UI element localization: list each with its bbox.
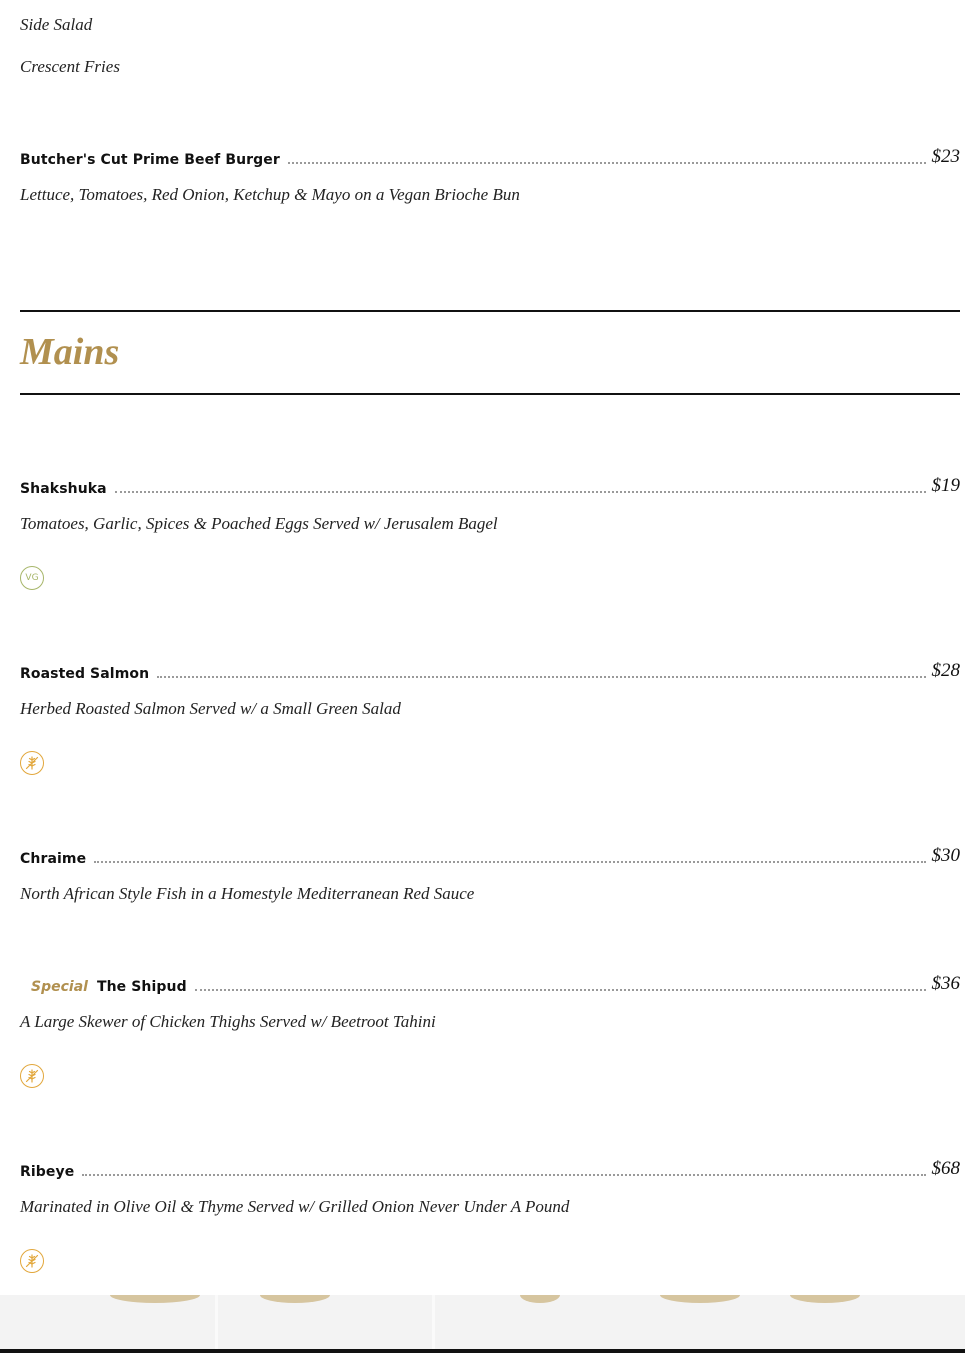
decorative-shape [790,1295,860,1303]
special-label: Special [31,979,88,995]
menu-item-name: Butcher's Cut Prime Beef Burger [20,152,280,168]
menu-item-name: Shakshuka [20,481,107,497]
side-item: Side Salad [20,15,93,34]
menu-item-row [20,660,960,682]
decorative-footer-image [0,1295,965,1353]
menu-item-description: North African Style Fish in a Homestyle Mediterranean Red Sauce [20,884,475,903]
decorative-seam [432,1295,435,1353]
badge-label: VG [25,573,39,583]
decorative-shape [260,1295,330,1303]
dot-leader [115,490,926,493]
section-divider [20,310,960,312]
menu-item-description: Herbed Roasted Salmon Served w/ a Small Green Salad [20,699,401,718]
decorative-shape [110,1295,200,1303]
footer-bar [0,1349,965,1353]
menu-item-row [20,845,960,867]
menu-item-price: $68 [931,1158,960,1179]
menu-item-row [20,1158,960,1180]
menu-item-price: $30 [931,845,960,866]
menu-item-price: $23 [931,146,960,167]
wheat-crossed-icon [24,1253,40,1269]
dot-leader [157,675,925,678]
menu-item-name: The Shipud [96,979,187,995]
gluten-free-icon [20,1249,44,1273]
wheat-crossed-icon [24,1068,40,1084]
wheat-crossed-icon [24,755,40,771]
vegetarian-icon [20,566,44,590]
menu-item-description: Lettuce, Tomatoes, Red Onion, Ketchup & Mayo on a Vegan Brioche Bun [20,185,520,204]
menu-item-description: Marinated in Olive Oil & Thyme Served w/ Grilled Onion Never Under A Pound [20,1197,570,1216]
gluten-free-icon [20,751,44,775]
dot-leader [288,161,926,164]
menu-item-price: $36 [931,973,960,994]
menu-item-row [20,146,960,168]
decorative-seam [215,1295,218,1353]
menu-item-description: Tomatoes, Garlic, Spices & Poached Eggs Served w/ Jerusalem Bagel [20,514,498,533]
section-divider [20,393,960,395]
dot-leader [94,860,925,863]
menu-item-name: Chraime [20,851,87,867]
menu-item-price: $28 [931,660,960,681]
side-item: Crescent Fries [20,57,120,76]
gluten-free-icon [20,1064,44,1088]
menu-item-description: A Large Skewer of Chicken Thighs Served w/ Beetroot Tahini [20,1012,436,1031]
decorative-shape [520,1295,560,1303]
menu-item-name: Ribeye [20,1164,75,1180]
dot-leader [82,1173,925,1176]
menu-item-row [20,973,960,995]
menu-item-price: $19 [931,475,960,496]
section-title: Mains [20,331,120,373]
menu-item-name: Roasted Salmon [20,666,150,682]
decorative-shape [660,1295,740,1303]
dot-leader [195,988,926,991]
menu-item-row [20,475,960,497]
